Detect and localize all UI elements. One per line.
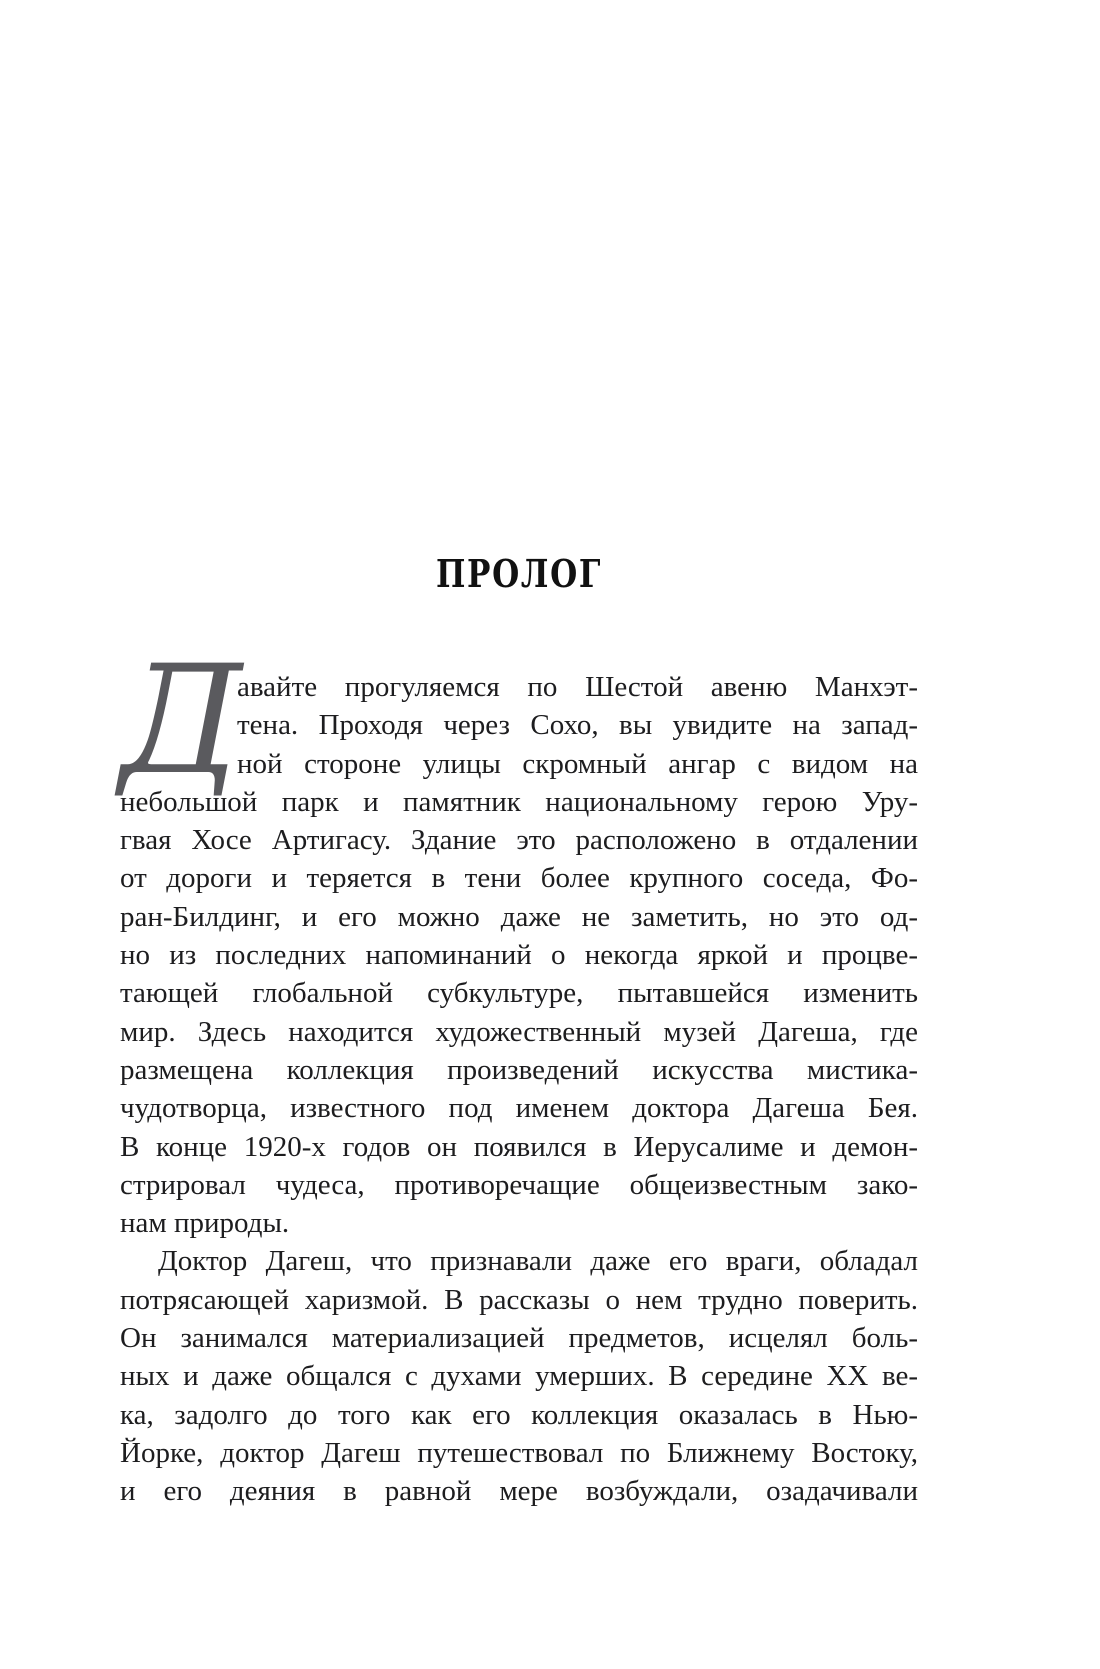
text-line: Он занимался материализацией предметов, исцелял боль- bbox=[120, 1322, 918, 1355]
text-line: В конце 1920-х годов он появился в Иерусалиме и демон- bbox=[120, 1130, 918, 1163]
text-line: от дороги и теряется в тени более крупного соседа, Фо- bbox=[120, 862, 918, 895]
text-line: потрясающей харизмой. В рассказы о нем трудно поверить. bbox=[120, 1283, 918, 1316]
text-line: ной стороне улицы скромный ангар с видом на bbox=[237, 747, 918, 780]
page-text-block bbox=[120, 634, 918, 1511]
page-content bbox=[120, 0, 918, 1669]
text-line: но из последних напоминаний о некогда яркой и процве- bbox=[120, 939, 918, 972]
text-line: авайте прогуляемся по Шестой авеню Манхэт- bbox=[237, 671, 918, 703]
text-line: стрировал чудеса, противоречащие общеизвестным зако- bbox=[120, 1168, 918, 1201]
text-line: ных и даже общался с духами умерших. В середине XX ве- bbox=[120, 1360, 918, 1393]
text-line: и его деяния в равной мере возбуждали, озадачивали bbox=[120, 1475, 918, 1508]
text-line: Йорке, доктор Дагеш путешествовал по Ближнему Востоку, bbox=[120, 1436, 918, 1469]
text-line: Доктор Дагеш, что признавали даже его враги, обладал bbox=[158, 1245, 918, 1278]
text-line: гвая Хосе Артигасу. Здание это расположено в отдалении bbox=[120, 824, 918, 857]
text-line: ран-Билдинг, и его можно даже не заметить, но это од- bbox=[120, 900, 918, 933]
text-line: размещена коллекция произведений искусства мистика- bbox=[120, 1053, 918, 1086]
text-line: тающей глобальной субкультуре, пытавшейся изменить bbox=[120, 977, 918, 1010]
text-line: чудотворца, известного под именем доктора Дагеша Бея. bbox=[120, 1092, 918, 1125]
text-line: мир. Здесь находится художественный музей Дагеша, где bbox=[120, 1015, 918, 1048]
text-line: тена. Проходя через Сохо, вы увидите на запад- bbox=[237, 709, 918, 742]
text-line: небольшой парк и памятник национальному герою Уру- bbox=[120, 785, 918, 818]
text-line: нам природы. bbox=[120, 1207, 290, 1240]
text-line: ка, задолго до того как его коллекция оказалась в Нью- bbox=[120, 1398, 918, 1431]
chapter-title: ПРОЛОГ bbox=[435, 551, 603, 596]
drop-cap: Д bbox=[120, 634, 242, 808]
